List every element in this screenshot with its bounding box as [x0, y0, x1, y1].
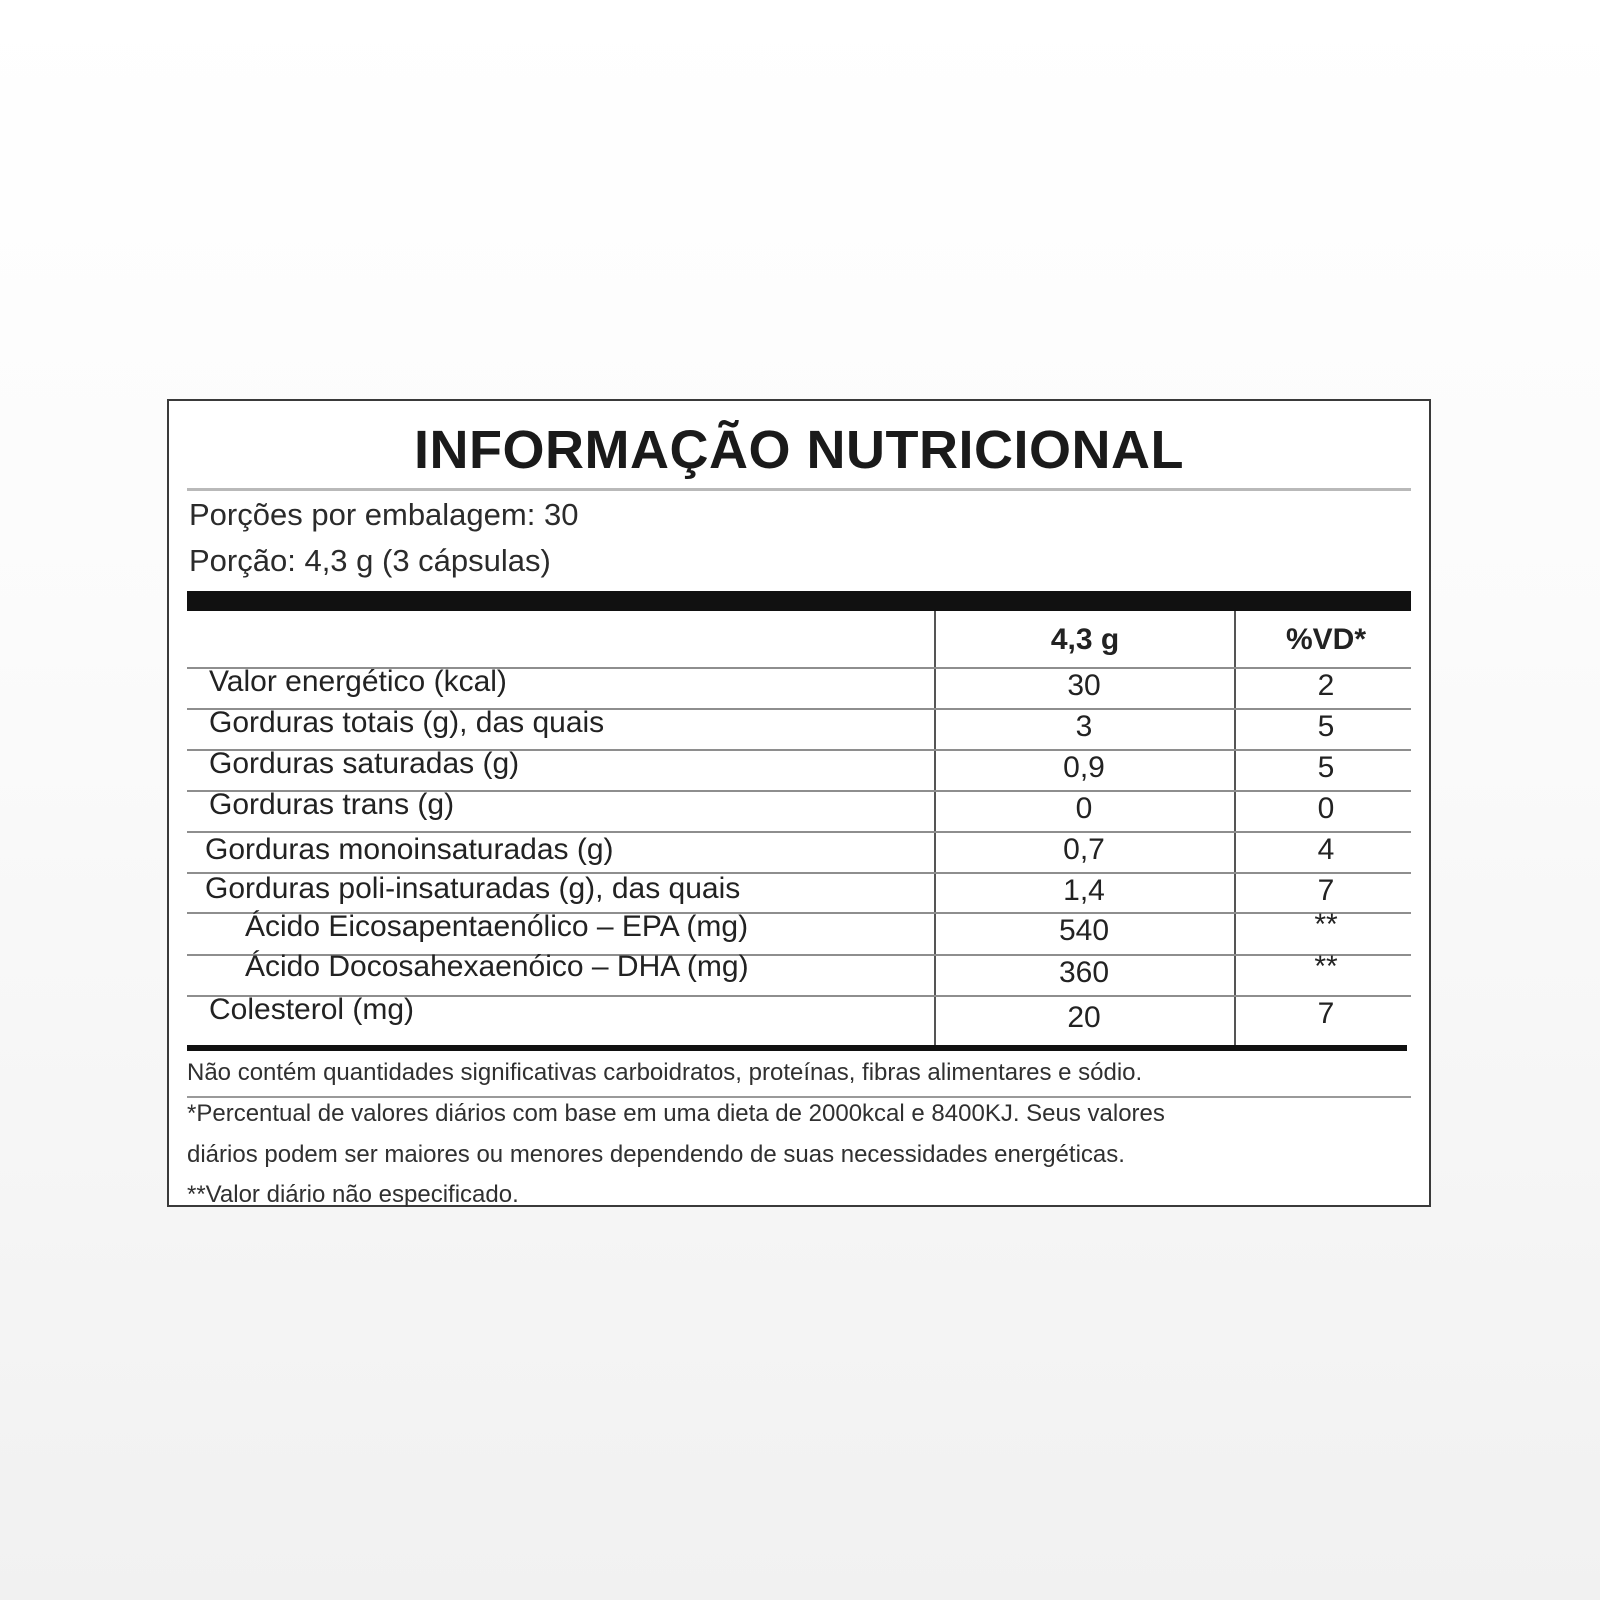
table-row	[187, 790, 1411, 833]
dv-column-header: %VD*	[1285, 623, 1367, 656]
title-divider	[187, 488, 1411, 491]
note-dv-basis-line1: *Percentual de valores diários com base em uma dieta de 2000kcal e 8400KJ. Seus valores	[187, 1100, 1165, 1127]
nutrient-amount: 3	[1075, 710, 1093, 743]
nutrient-dv: 5	[1317, 751, 1335, 784]
servings-per-package: Porções por embalagem: 30	[189, 497, 579, 532]
serving-size: Porção: 4,3 g (3 cápsulas)	[189, 543, 551, 578]
nutrient-dv: **	[1314, 908, 1338, 941]
table-row	[187, 950, 1411, 997]
table-row	[187, 708, 1411, 751]
nutrient-dv: 0	[1317, 792, 1335, 825]
table-row	[187, 749, 1411, 792]
nutrient-amount: 30	[1067, 669, 1101, 702]
nutrient-dv: 7	[1317, 997, 1335, 1030]
nutrient-dv: **	[1314, 950, 1338, 983]
header-thick-rule	[187, 591, 1411, 611]
label-title: INFORMAÇÃO NUTRICIONAL	[414, 420, 1184, 480]
note-dv-unspecified: **Valor diário não especificado.	[187, 1181, 519, 1208]
nutrient-amount: 20	[1067, 1001, 1101, 1034]
table-row	[187, 831, 1411, 874]
nutrient-name: Gorduras monoinsaturadas (g)	[205, 833, 614, 866]
nutrient-name: Colesterol (mg)	[209, 993, 415, 1026]
nutrient-name: Gorduras poli-insaturadas (g), das quais	[205, 872, 741, 905]
note-dv-basis-line2: diários podem ser maiores ou menores dependendo de suas necessidades energéticas.	[187, 1141, 1125, 1168]
nutrient-name: Gorduras totais (g), das quais	[209, 706, 605, 739]
nutrient-name: Valor energético (kcal)	[209, 665, 507, 698]
nutrient-name: Ácido Eicosapentaenólico – EPA (mg)	[245, 910, 749, 943]
nutrient-amount: 360	[1058, 956, 1110, 989]
note-not-significant: Não contém quantidades significativas carboidratos, proteínas, fibras alimentares e sódio.	[187, 1059, 1143, 1086]
amount-column-header: 4,3 g	[1050, 623, 1120, 656]
nutrient-amount: 540	[1058, 914, 1110, 947]
nutrient-dv: 5	[1317, 710, 1335, 743]
table-row	[187, 872, 1411, 915]
nutrient-name: Gorduras trans (g)	[209, 788, 455, 821]
table-row	[187, 908, 1411, 955]
nutrient-amount: 0,9	[1063, 751, 1105, 784]
nutrient-name: Gorduras saturadas (g)	[209, 747, 520, 780]
table-row	[187, 995, 1411, 1045]
nutrient-name: Ácido Docosahexaenóico – DHA (mg)	[245, 950, 749, 983]
nutrient-dv: 4	[1317, 833, 1335, 866]
nutrient-amount: 0	[1075, 792, 1093, 825]
nutrient-dv: 7	[1317, 874, 1335, 907]
table-row	[187, 667, 1411, 710]
table-bottom-rule	[187, 1045, 1407, 1051]
nutrition-facts-panel	[167, 399, 1431, 1207]
nutrient-dv: 2	[1317, 669, 1335, 702]
nutrient-amount: 1,4	[1063, 874, 1105, 907]
nutrient-amount: 0,7	[1063, 833, 1105, 866]
